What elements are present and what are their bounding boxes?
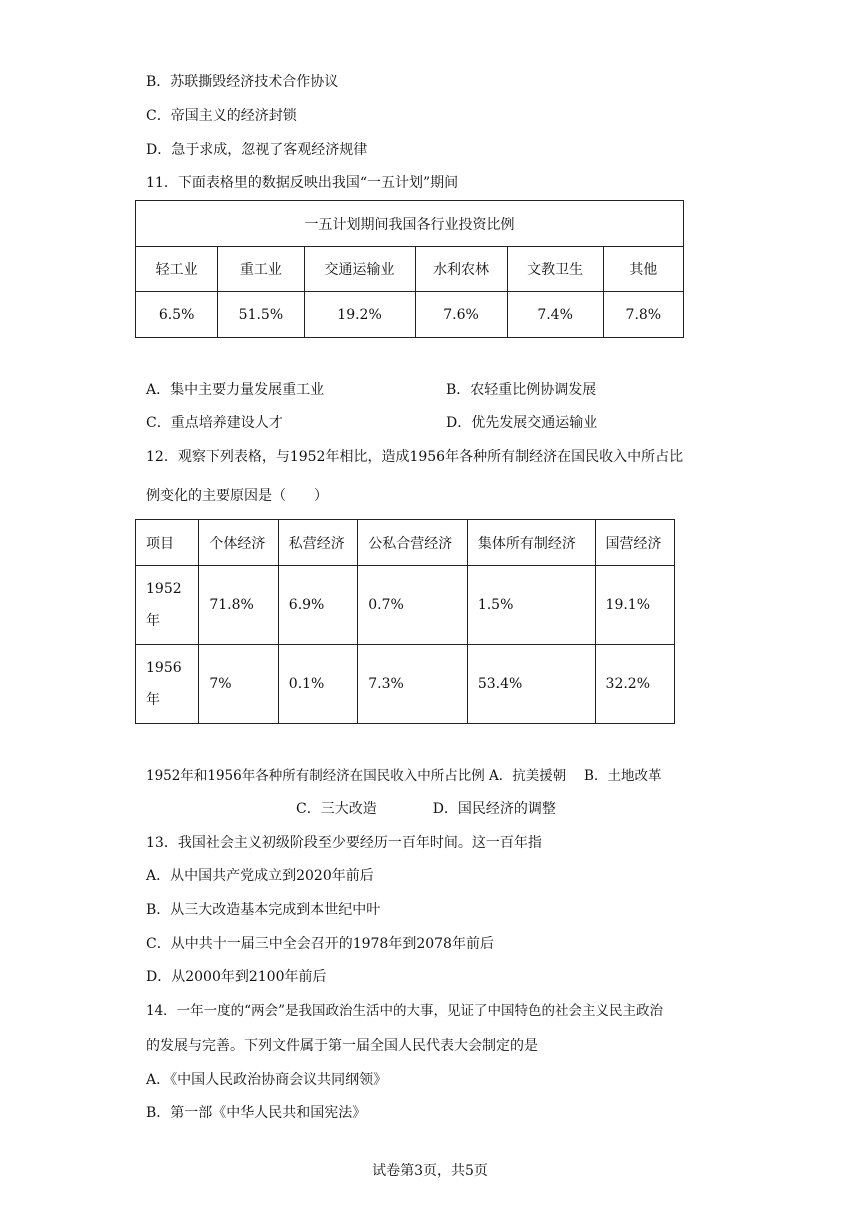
q12-value-cell: 6.9% bbox=[278, 566, 357, 645]
q11-header-cell: 文教卫生 bbox=[507, 247, 603, 292]
q12-header-cell: 项目 bbox=[136, 520, 199, 566]
year-unit: 年 bbox=[146, 613, 160, 629]
q14-option-b: B．第一部《中华人民共和国宪法》 bbox=[146, 1105, 367, 1121]
q11-header-cell: 轻工业 bbox=[136, 247, 218, 292]
page-footer: 试卷第3页，共5页 bbox=[372, 1163, 488, 1179]
q12-header-cell: 公私合营经济 bbox=[358, 520, 468, 566]
q12-header-cell: 私营经济 bbox=[278, 520, 357, 566]
q11-stem: 11．下面表格里的数据反映出我国“一五计划”期间 bbox=[146, 175, 459, 191]
q11-option-d: D．优先发展交通运输业 bbox=[446, 415, 598, 431]
q12-value-cell: 53.4% bbox=[467, 645, 595, 724]
q12-year-cell bbox=[136, 566, 199, 645]
q13-option-b: B．从三大改造基本完成到本世纪中叶 bbox=[146, 902, 381, 918]
q12-value-cell: 32.2% bbox=[595, 645, 674, 724]
option-c: C．帝国主义的经济封锁 bbox=[146, 108, 297, 124]
q12-value-cell: 0.7% bbox=[358, 566, 468, 645]
q11-option-c: C．重点培养建设人才 bbox=[146, 415, 283, 431]
q11-option-a: A．集中主要力量发展重工业 bbox=[146, 382, 325, 398]
q11-header-cell: 重工业 bbox=[218, 247, 304, 292]
q12-options-line1: 1952年和1956年各种所有制经济在国民收入中所占比例 A．抗美援朝 B．土地改革 bbox=[146, 768, 662, 784]
q12-stem-line2: 例变化的主要原因是（ ） bbox=[146, 488, 328, 504]
q12-value-cell: 1.5% bbox=[467, 566, 595, 645]
year-unit: 年 bbox=[146, 692, 160, 708]
q12-header-cell: 个体经济 bbox=[199, 520, 278, 566]
q11-value-cell: 19.2% bbox=[304, 292, 415, 338]
q12-header-cell: 集体所有制经济 bbox=[467, 520, 595, 566]
q11-header-cell: 交通运输业 bbox=[304, 247, 415, 292]
q12-value-cell: 0.1% bbox=[278, 645, 357, 724]
q12-stem-line1: 12．观察下列表格，与1952年相比，造成1956年各种所有制经济在国民收入中所占比 bbox=[146, 449, 684, 465]
q11-header-cell: 水利农林 bbox=[415, 247, 507, 292]
table-row bbox=[136, 645, 675, 724]
q12-value-cell: 7% bbox=[199, 645, 278, 724]
q11-table bbox=[135, 200, 684, 338]
q12-table bbox=[135, 519, 675, 724]
q11-value-cell: 7.4% bbox=[507, 292, 603, 338]
q11-value-cell: 6.5% bbox=[136, 292, 218, 338]
q12-value-cell: 19.1% bbox=[595, 566, 674, 645]
q12-value-cell: 7.3% bbox=[358, 645, 468, 724]
q11-header-cell: 其他 bbox=[603, 247, 683, 292]
option-d: D．急于求成，忽视了客观经济规律 bbox=[146, 142, 368, 158]
q12-header-cell: 国营经济 bbox=[595, 520, 674, 566]
q13-option-d: D．从2000年到2100年前后 bbox=[146, 969, 327, 985]
q12-year-cell bbox=[136, 645, 199, 724]
q12-options-line2: C．三大改造 D．国民经济的调整 bbox=[296, 801, 556, 817]
q13-option-a: A．从中国共产党成立到2020年前后 bbox=[146, 868, 374, 884]
option-b: B．苏联撕毁经济技术合作协议 bbox=[146, 74, 339, 90]
q14-option-a: A．《中国人民政治协商会议共同纲领》 bbox=[146, 1072, 388, 1088]
q14-stem-line1: 14．一年一度的“两会”是我国政治生活中的大事，见证了中国特色的社会主义民主政治 bbox=[146, 1003, 663, 1019]
year-number: 1956 bbox=[146, 660, 182, 676]
q13-stem: 13．我国社会主义初级阶段至少要经历一百年时间。这一百年指 bbox=[146, 835, 542, 851]
q11-value-cell: 7.6% bbox=[415, 292, 507, 338]
q12-value-cell: 71.8% bbox=[199, 566, 278, 645]
q11-value-cell: 51.5% bbox=[218, 292, 304, 338]
q11-value-cell: 7.8% bbox=[603, 292, 683, 338]
q13-option-c: C．从中共十一届三中全会召开的1978年到2078年前后 bbox=[146, 936, 494, 952]
q11-table-title: 一五计划期间我国各行业投资比例 bbox=[136, 201, 684, 247]
q11-option-b: B．农轻重比例协调发展 bbox=[446, 382, 597, 398]
q14-stem-line2: 的发展与完善。下列文件属于第一届全国人民代表大会制定的是 bbox=[146, 1038, 538, 1054]
year-number: 1952 bbox=[146, 581, 182, 597]
table-row bbox=[136, 566, 675, 645]
